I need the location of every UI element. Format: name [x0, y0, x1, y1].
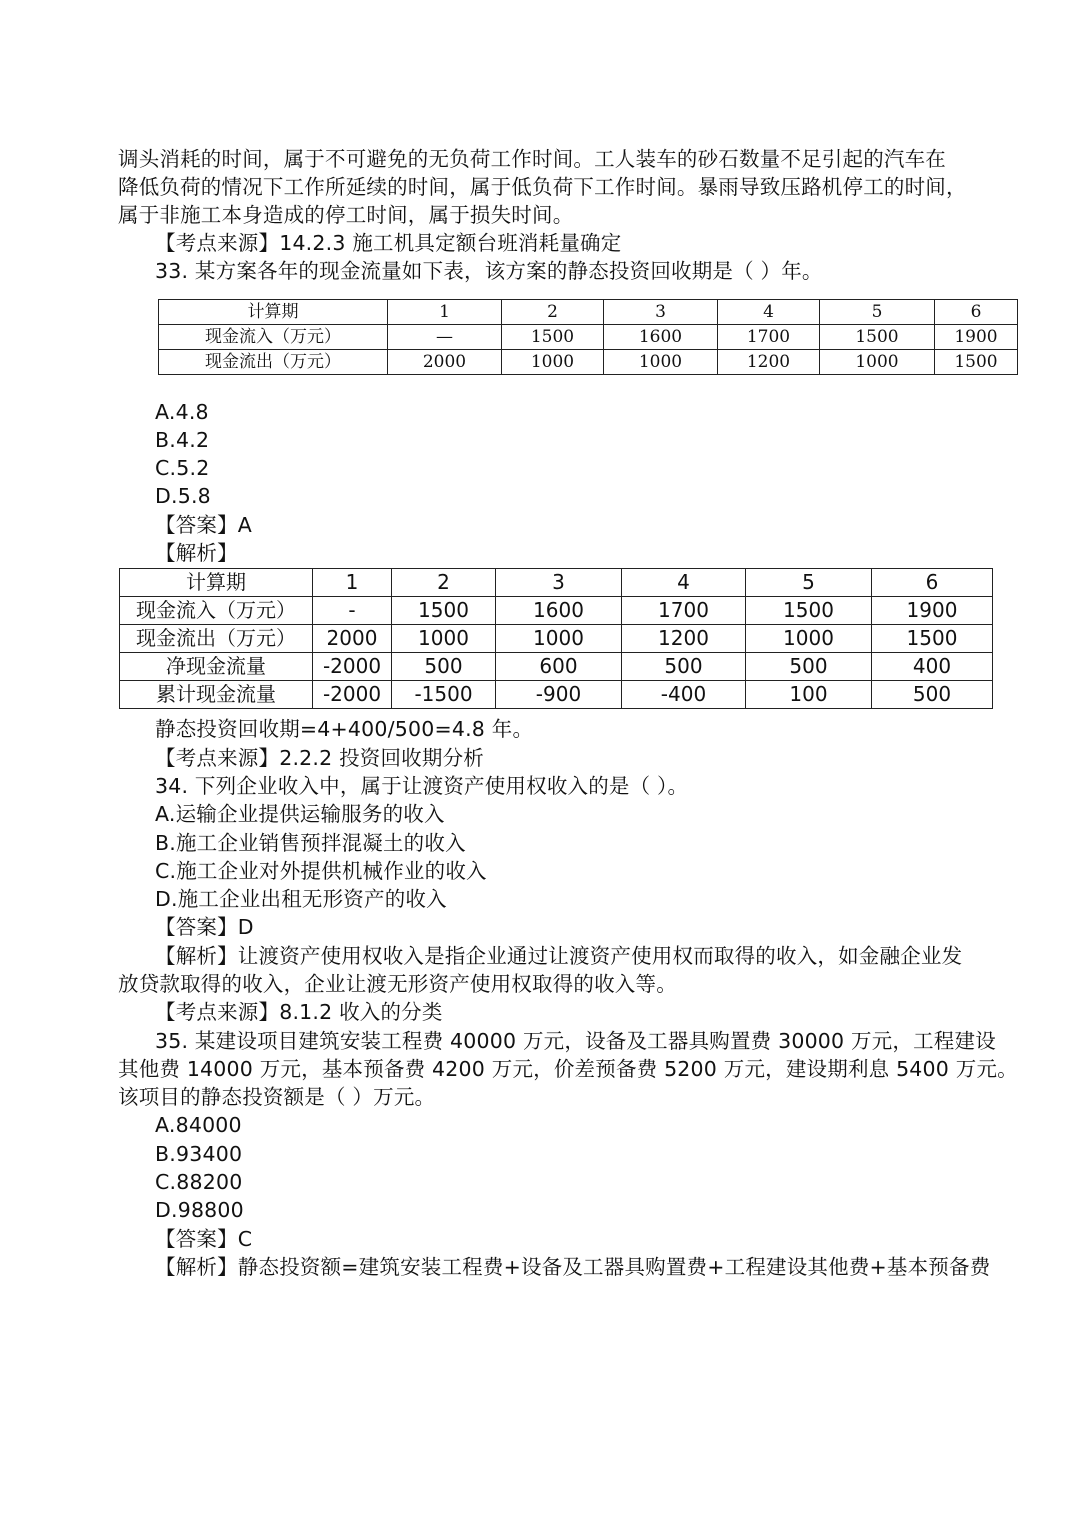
table-cell: -400: [622, 681, 746, 709]
q33-analysis-table: [119, 568, 993, 709]
table-header-row: [120, 569, 993, 597]
table-cell: 6: [935, 300, 1018, 325]
table-cell: —: [388, 325, 502, 350]
table-cell: -1500: [392, 681, 496, 709]
table-cell: 1500: [392, 597, 496, 625]
table-cell: 500: [622, 653, 746, 681]
table-cell: 1700: [718, 325, 820, 350]
table-cell: 累计现金流量: [120, 681, 313, 709]
table-cell: 100: [746, 681, 872, 709]
q34-source: 【考点来源】8.1.2 收入的分类: [155, 1000, 443, 1024]
table-cell: 1000: [820, 350, 935, 375]
table-cell: 1000: [502, 350, 604, 375]
q34-option-c: C.施工企业对外提供机械作业的收入: [155, 859, 487, 883]
table-cell: 500: [746, 653, 872, 681]
q35-option-b: B.93400: [155, 1142, 243, 1166]
table-cell: 1500: [746, 597, 872, 625]
q33-option-d: D.5.8: [155, 484, 211, 508]
table-cell: 5: [820, 300, 935, 325]
table-row: [120, 597, 993, 625]
table-header-row: [159, 300, 1018, 325]
table-cell: 3: [496, 569, 622, 597]
q32-source: 【考点来源】14.2.3 施工机具定额台班消耗量确定: [155, 231, 622, 255]
table-cell: 1: [388, 300, 502, 325]
table-cell: -2000: [313, 681, 392, 709]
table-cell: -2000: [313, 653, 392, 681]
q35-option-d: D.98800: [155, 1198, 244, 1222]
table-cell: 2: [392, 569, 496, 597]
table-cell: 6: [872, 569, 993, 597]
table-cell: 1200: [718, 350, 820, 375]
intro-line: 属于非施工本身造成的停工时间，属于损失时间。: [118, 203, 574, 227]
table-cell: 计算期: [120, 569, 313, 597]
table-cell: 1500: [820, 325, 935, 350]
table-cell: 4: [718, 300, 820, 325]
q34-question: 34. 下列企业收入中，属于让渡资产使用权收入的是（ ）。: [155, 774, 689, 798]
table-cell: 500: [872, 681, 993, 709]
table-row: [159, 350, 1018, 375]
q33-option-a: A.4.8: [155, 400, 209, 424]
q34-option-d: D.施工企业出租无形资产的收入: [155, 887, 447, 911]
table-row: [120, 625, 993, 653]
table-cell: 600: [496, 653, 622, 681]
table-cell: 1500: [935, 350, 1018, 375]
table-cell: 1000: [392, 625, 496, 653]
table-cell: 净现金流量: [120, 653, 313, 681]
table-cell: 1900: [872, 597, 993, 625]
table-cell: 1000: [746, 625, 872, 653]
table-cell: 1900: [935, 325, 1018, 350]
table-cell: 5: [746, 569, 872, 597]
table-cell: 计算期: [159, 300, 388, 325]
q33-source: 【考点来源】2.2.2 投资回收期分析: [155, 746, 484, 770]
table-cell: 1700: [622, 597, 746, 625]
q33-cashflow-table: [158, 299, 1018, 375]
q34-analysis-line: 放贷款取得的收入，企业让渡无形资产使用权取得的收入等。: [118, 972, 677, 996]
table-cell: 1: [313, 569, 392, 597]
q35-question-line: 该项目的静态投资额是（ ）万元。: [118, 1085, 436, 1109]
table-cell: 现金流入（万元）: [120, 597, 313, 625]
table-cell: 1500: [502, 325, 604, 350]
table-cell: -900: [496, 681, 622, 709]
table-cell: -: [313, 597, 392, 625]
table-cell: 2: [502, 300, 604, 325]
q35-answer: 【答案】C: [155, 1227, 253, 1251]
q33-analysis-label: 【解析】: [155, 541, 238, 565]
table-cell: 1000: [604, 350, 718, 375]
q33-answer: 【答案】A: [155, 513, 253, 537]
table-cell: 400: [872, 653, 993, 681]
q34-answer: 【答案】D: [155, 915, 254, 939]
table-cell: 现金流出（万元）: [120, 625, 313, 653]
q35-option-a: A.84000: [155, 1113, 242, 1137]
intro-line: 降低负荷的情况下工作所延续的时间，属于低负荷下工作时间。暴雨导致压路机停工的时间，: [118, 175, 967, 199]
q35-question-line: 其他费 14000 万元，基本预备费 4200 万元，价差预备费 5200 万元，建设期利息 5400 万元。: [118, 1057, 1018, 1081]
q34-analysis-line: 【解析】让渡资产使用权收入是指企业通过让渡资产使用权而取得的收入，如金融企业发: [155, 944, 963, 968]
q33-formula: 静态投资回收期=4+400/500=4.8 年。: [155, 717, 534, 741]
table-cell: 1200: [622, 625, 746, 653]
q33-option-c: C.5.2: [155, 456, 210, 480]
q35-analysis: 【解析】静态投资额=建筑安装工程费+设备及工器具购置费+工程建设其他费+基本预备费: [155, 1255, 991, 1279]
q35-option-c: C.88200: [155, 1170, 243, 1194]
q33-question: 33. 某方案各年的现金流量如下表，该方案的静态投资回收期是（ ）年。: [155, 259, 823, 283]
table-cell: 1000: [496, 625, 622, 653]
table-row: [120, 681, 993, 709]
table-row: [120, 653, 993, 681]
table-cell: 1600: [496, 597, 622, 625]
table-cell: 1500: [872, 625, 993, 653]
table-cell: 2000: [313, 625, 392, 653]
q33-option-b: B.4.2: [155, 428, 210, 452]
table-row: [159, 325, 1018, 350]
table-cell: 500: [392, 653, 496, 681]
table-cell: 2000: [388, 350, 502, 375]
table-cell: 现金流入（万元）: [159, 325, 388, 350]
intro-line: 调头消耗的时间，属于不可避免的无负荷工作时间。工人装车的砂石数量不足引起的汽车在: [118, 147, 946, 171]
table-cell: 4: [622, 569, 746, 597]
q35-question-line: 35. 某建设项目建筑安装工程费 40000 万元，设备及工器具购置费 30000 万元，工程建设: [155, 1029, 996, 1053]
q34-option-a: A.运输企业提供运输服务的收入: [155, 802, 445, 826]
table-cell: 现金流出（万元）: [159, 350, 388, 375]
table-cell: 3: [604, 300, 718, 325]
q34-option-b: B.施工企业销售预拌混凝土的收入: [155, 831, 466, 855]
table-cell: 1600: [604, 325, 718, 350]
